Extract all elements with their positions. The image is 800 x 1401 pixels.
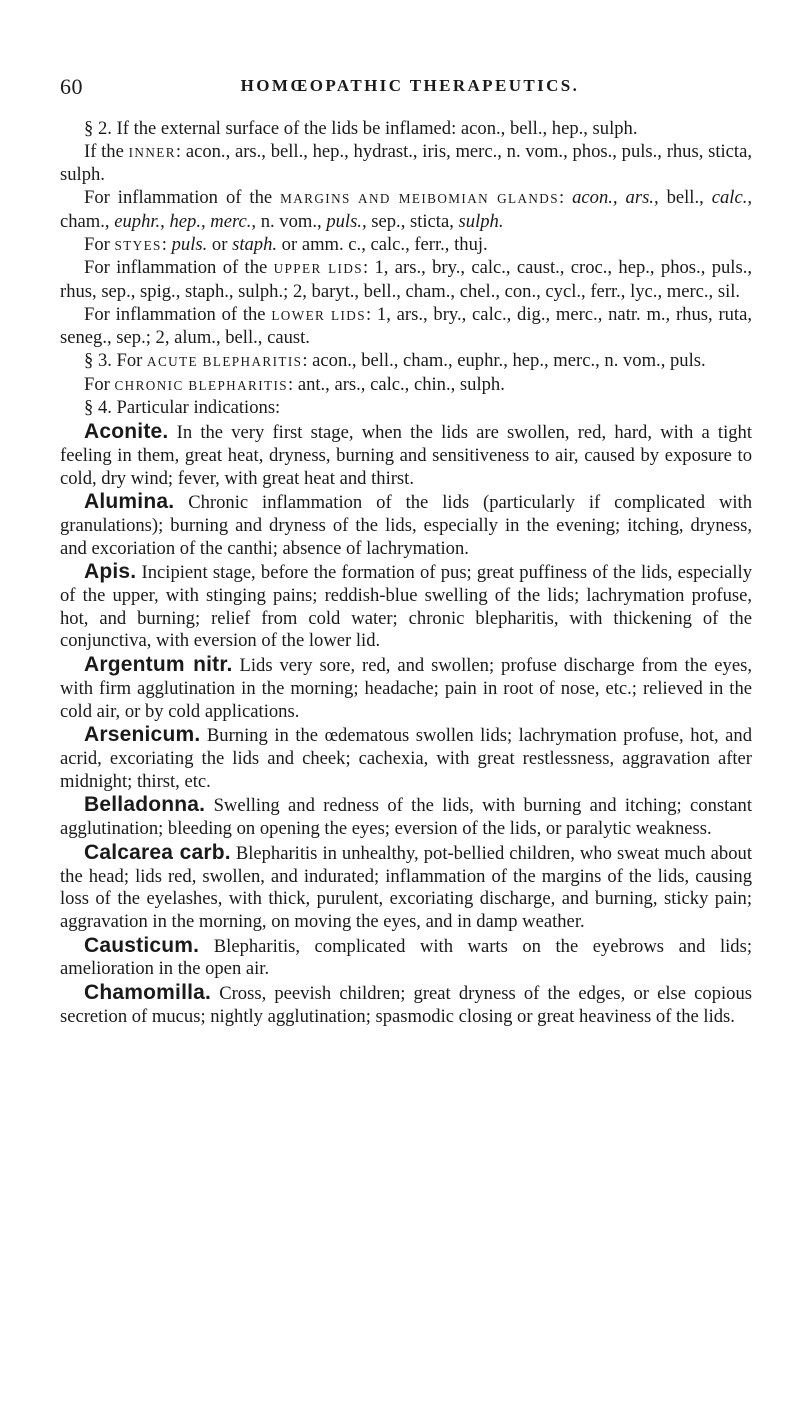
paragraph-acute-blepharitis [60, 350, 752, 374]
smallcaps-term: CHRONIC BLEPHARITIS [114, 377, 288, 393]
remedy-entry-apis [60, 561, 752, 653]
remedy-text: Lids very sore, red, and swollen; profuse discharge from the eyes, with firm agglutination in the morning; headache; pain in root of nose, etc.; relieved in the cold air, or by cold applications. [60, 655, 752, 722]
remedy-name: Aconite. [84, 420, 169, 444]
remedy-text: Cross, peevish children; great dryness of the edges, or else copious secretion of mucus; nightly agglutination; spasmodic closing or great heaviness of the lids. [60, 983, 752, 1027]
remedy-text: Blepharitis, complicated with warts on the eyebrows and lids; amelioration in the open air. [60, 935, 752, 980]
paragraph-text: sep., sticta, [366, 210, 459, 232]
smallcaps-term: MARGINS AND MEIBOMIAN GLANDS [280, 191, 559, 207]
paragraph-text: For inflammation of the [84, 303, 272, 325]
paragraph-text: If the [84, 140, 129, 162]
remedy-entry-alumina [60, 491, 752, 560]
paragraph-text: bell., [658, 187, 712, 209]
remedy-entry-chamomilla [60, 982, 752, 1028]
page-header [60, 74, 760, 104]
paragraph-text: : 1, ars., bry., calc., dig., merc., natr. m., rhus, ruta, seneg., sep.; 2, alum., bell., caust. [60, 303, 752, 349]
remedy-name: Calcarea carb. [84, 840, 231, 864]
remedy-text: Incipient stage, before the formation of pus; great puffiness of the lids, especially of the upper, with stinging pains; reddish-blue swelling of the lids; lachrymation profuse, hot, and burning; relief from cold water; chronic blepharitis, with thickening of the conjunctiva, with eversion of the lower lid. [60, 562, 752, 652]
italic-remedy: puls. [171, 233, 208, 255]
remedy-name: Causticum. [84, 933, 200, 957]
paragraph-text: : ant., ars., calc., chin., sulph. [288, 373, 505, 395]
paragraph-text: or [207, 233, 233, 255]
remedy-name: Alumina. [84, 490, 175, 514]
paragraph-text: For [84, 233, 115, 255]
paragraph-margins-meibomian: For inflammation of the MARGINS AND MEIBOMIAN GLANDS: acon., ars., bell., calc., cham., euphr., hep., merc., n. vom., puls., sep., sticta, sulph. [60, 187, 752, 232]
paragraph-upper-lids [60, 257, 752, 303]
italic-remedy: acon., ars., [572, 187, 659, 209]
remedy-name: Argentum nitr. [84, 653, 233, 677]
remedy-entry-argentum-nitr [60, 654, 752, 723]
italic-remedy: calc., [711, 187, 752, 209]
remedy-text: Chronic inflammation of the lids (particularly if complicated with granulations); burning and dryness of the lids, especially in the evening; itching, dryness, and excoriation of the canthi; absence of lachrymation. [60, 492, 752, 559]
paragraph-text: or amm. c., calc., ferr., thuj. [277, 233, 488, 255]
smallcaps-term: STYES [114, 237, 162, 253]
remedy-name: Arsenicum. [84, 723, 201, 747]
paragraph-text: § 2. If the external surface of the lids be inflamed: acon., bell., hep., sulph. [84, 118, 638, 139]
paragraph-chronic-blepharitis [60, 374, 752, 398]
paragraph-particular-indications [60, 397, 752, 420]
paragraph-text: n. vom., [256, 210, 327, 232]
paragraph-lower-lids [60, 304, 752, 350]
remedy-name: Belladonna. [84, 793, 206, 817]
italic-remedy: sulph. [458, 210, 504, 232]
remedy-name: Apis. [84, 560, 137, 584]
remedy-text: Burning in the œdematous swollen lids; lachrymation profuse, hot, and acrid, excoriating the lids and cheek; cachexia, with great restlessness, aggravation after midnight; thirst, etc. [60, 725, 752, 792]
italic-remedy: staph. [232, 233, 278, 255]
remedy-entry-aconite [60, 421, 752, 490]
paragraph-text: : acon., bell., cham., euphr., hep., merc., n. vom., puls. [302, 350, 706, 372]
paragraph-section-2 [60, 118, 752, 141]
paragraph-text: : [161, 233, 172, 255]
paragraph-text: : 1, ars., bry., calc., caust., croc., hep., phos., puls., rhus, sep., spig., staph., sulph.; 2, baryt., bell., cham., chel., con., cycl., ferr., lyc., merc., sil. [60, 257, 752, 302]
remedy-text: In the very first stage, when the lids are swollen, red, hard, with a tight feeling in them, great heat, dryness, burning and sensitiveness to air, caused by exposure to cold, dry wind; fever, with great heat and thirst. [60, 422, 752, 489]
remedy-text: Blepharitis in unhealthy, pot-bellied children, who sweat much about the head; lids red, swollen, and indurated; inflammation of the margins of the lids, causing loss of the eyelashes, with thick, purulent, excoriating discharge, and burning, sticky pain; aggravation in the morning, on moving the eyes, and in damp weather. [60, 842, 752, 932]
page-body [60, 118, 752, 1028]
smallcaps-term: INNER [128, 144, 176, 160]
remedy-text: Swelling and redness of the lids, with burning and itching; constant agglutination; bleeding on opening the eyes; eversion of the lids, or paralytic weakness. [60, 795, 752, 840]
paragraph-text: For inflammation of the [84, 187, 281, 209]
paragraph-text: cham., [60, 210, 115, 232]
paragraph-text: For inflammation of the [84, 257, 274, 279]
smallcaps-term: UPPER LIDS [273, 261, 363, 277]
remedy-entry-arsenicum [60, 724, 752, 793]
smallcaps-term: LOWER LIDS [271, 307, 366, 323]
italic-remedy: puls., [326, 210, 367, 232]
smallcaps-term: ACUTE BLEPHARITIS [147, 354, 303, 370]
italic-remedy: euphr., hep., merc., [114, 210, 257, 232]
paragraph-text: For [84, 373, 115, 395]
remedy-name: Chamomilla. [84, 981, 212, 1005]
paragraph-text: § 3. For [84, 350, 148, 372]
paragraph-text: § 4. Particular indications: [84, 397, 281, 419]
paragraph-inner [60, 141, 752, 187]
running-head: HOMŒOPATHIC THERAPEUTICS. [240, 76, 580, 95]
remedy-entry-causticum [60, 935, 752, 981]
page-number: 60 [60, 74, 83, 99]
remedy-entry-belladonna [60, 794, 752, 840]
paragraph-text: : acon., ars., bell., hep., hydrast., iris, merc., n. vom., phos., puls., rhus, sticta, sulph. [60, 140, 752, 186]
paragraph-styes [60, 234, 752, 258]
remedy-entry-calcarea-carb [60, 842, 752, 934]
